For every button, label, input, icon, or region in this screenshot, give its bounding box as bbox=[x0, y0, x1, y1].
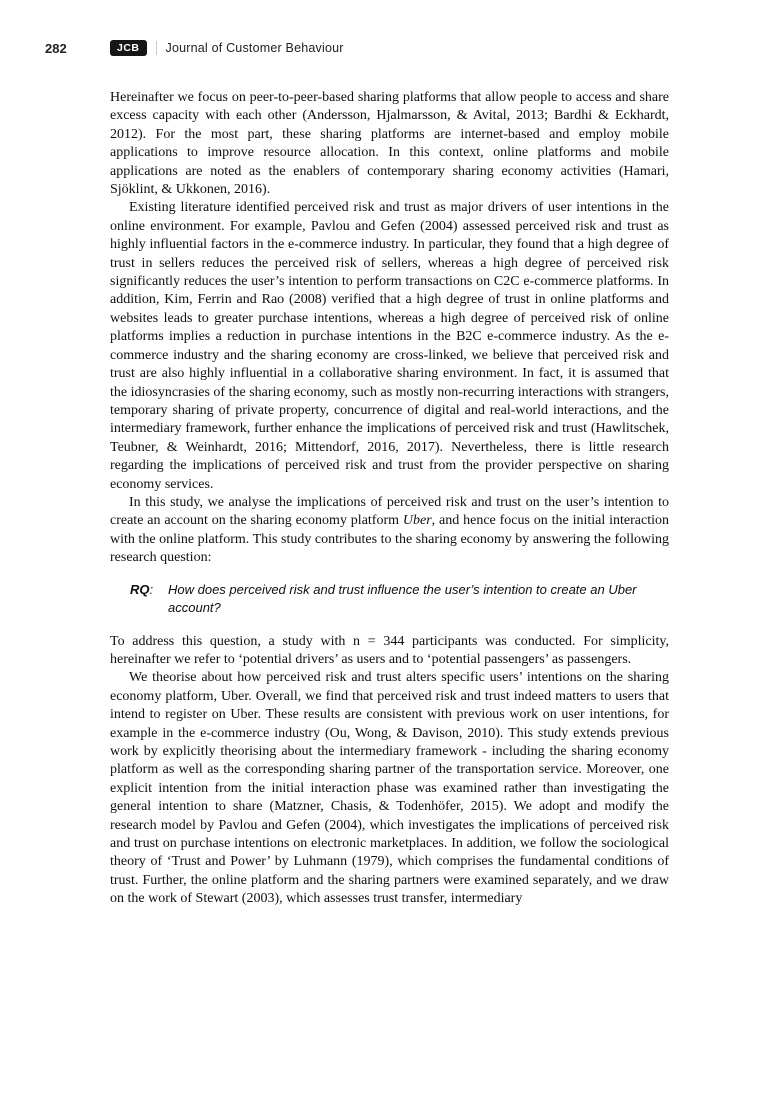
paragraph-3 bbox=[110, 494, 669, 568]
paragraph-2: Existing literature identified perceived risk and trust as major drivers of user intentions in the online environment. For example, Pavlou and Gefen (2004) assessed perceived risk and trust as highly influential factors in the e-commerce industry. In particular, they found that a high degree of trust in sellers reduces the perceived risk of sellers, whereas a high degree of perceived risk significantly reduces the user’s intention to perform transactions on C2C e-commerce platforms. In addition, Kim, Ferrin and Rao (2008) verified that a high degree of trust in online platforms and websites leads to greater purchase intentions, whereas a high degree of perceived risk of online platforms implies a reduction in purchase intentions in the B2C e-commerce industry. As the e-commerce industry and the sharing economy are cross-linked, we believe that perceived risk and trust are also highly influential in a collaborative sharing environment. In fact, it is assumed that the idiosyncrasies of the sharing economy, such as mostly non-recurring interactions with strangers, temporary sharing of private property, concurrence of digital and real-world interactions, and the intermediary framework, further enhance the implications of perceived risk and trust (Hawlitschek, Teubner, & Weinhardt, 2016; Mittendorf, 2016, 2017). Nevertheless, there is little research regarding the implications of perceived risk and trust from the provider perspective on sharing economy services. bbox=[110, 200, 669, 492]
paragraph-4: To address this question, a study with n = 344 participants was conducted. For simplicity, hereinafter we refer to ‘potential drivers’ as users and to ‘potential passengers’ as passengers. bbox=[110, 633, 669, 667]
paragraph-5: We theorise about how perceived risk and trust alters specific users’ intentions on the sharing economy platform, Uber. Overall, we find that perceived risk and trust indeed matters to users that intend to register on Uber. These results are consistent with previous work on user intentions, for example in the e-commerce industry (Ou, Wong, & Davison, 2010). This study extends previous work by explicitly theorising about the intermediary framework - including the sharing economy platform as well as the corresponding sharing partner of the transportation service. Moreover, one explicit intention from the initial interaction phase was examined rather than investigating the general intention to share (Matzner, Chasis, & Todenhöfer, 2015). We adopt and modify the research model by Pavlou and Gefen (2004), which investigates the implications of perceived risk and trust on purchase intentions on electronic marketplaces. In addition, we follow the sociological theory of ‘Trust and Power’ by Luhmann (1979), which comprises the fundamental conditions of trust. Further, the online platform and the sharing partners were examined separately, and we draw on the work of Stewart (2003), which assesses trust transfer, intermediary bbox=[110, 670, 669, 907]
rq-label-colon: : bbox=[149, 581, 154, 597]
header-divider bbox=[156, 41, 157, 55]
research-question-label bbox=[130, 581, 168, 617]
article-body bbox=[110, 89, 669, 909]
paragraph-3-text-b: , and hence focus on the initial interaction with the online platform. This study contributes to the sharing economy by answering the following research question: bbox=[110, 513, 670, 566]
page-number: 282 bbox=[45, 40, 67, 56]
journal-title: Journal of Customer Behaviour bbox=[165, 41, 344, 55]
jcb-logo: JCB bbox=[110, 40, 147, 56]
uber-italic: Uber bbox=[402, 513, 432, 529]
research-question-text: How does perceived risk and trust influence the user’s intention to create an Uber account? bbox=[168, 581, 637, 615]
paragraph-3-text-a: In this study, we analyse the implications of perceived risk and trust on the user’s intention to create an account on the sharing economy platform bbox=[110, 494, 669, 529]
paragraph-1: Hereinafter we focus on peer-to-peer-based sharing platforms that allow people to access and share excess capacity with each other (Andersson, Hjalmarsson, & Avital, 2013; Bardhi & Eckhardt, 2012). For the most part, these sharing platforms are internet-based and employ mobile applications to improve resource allocation. In this context, online platforms and mobile applications are noted as the enablers of contemporary sharing economy activities (Hamari, Sjöklint, & Ukkonen, 2016). bbox=[110, 90, 669, 198]
rq-label-text: RQ bbox=[130, 581, 150, 597]
page-header bbox=[45, 38, 726, 58]
research-question-block bbox=[130, 581, 669, 617]
